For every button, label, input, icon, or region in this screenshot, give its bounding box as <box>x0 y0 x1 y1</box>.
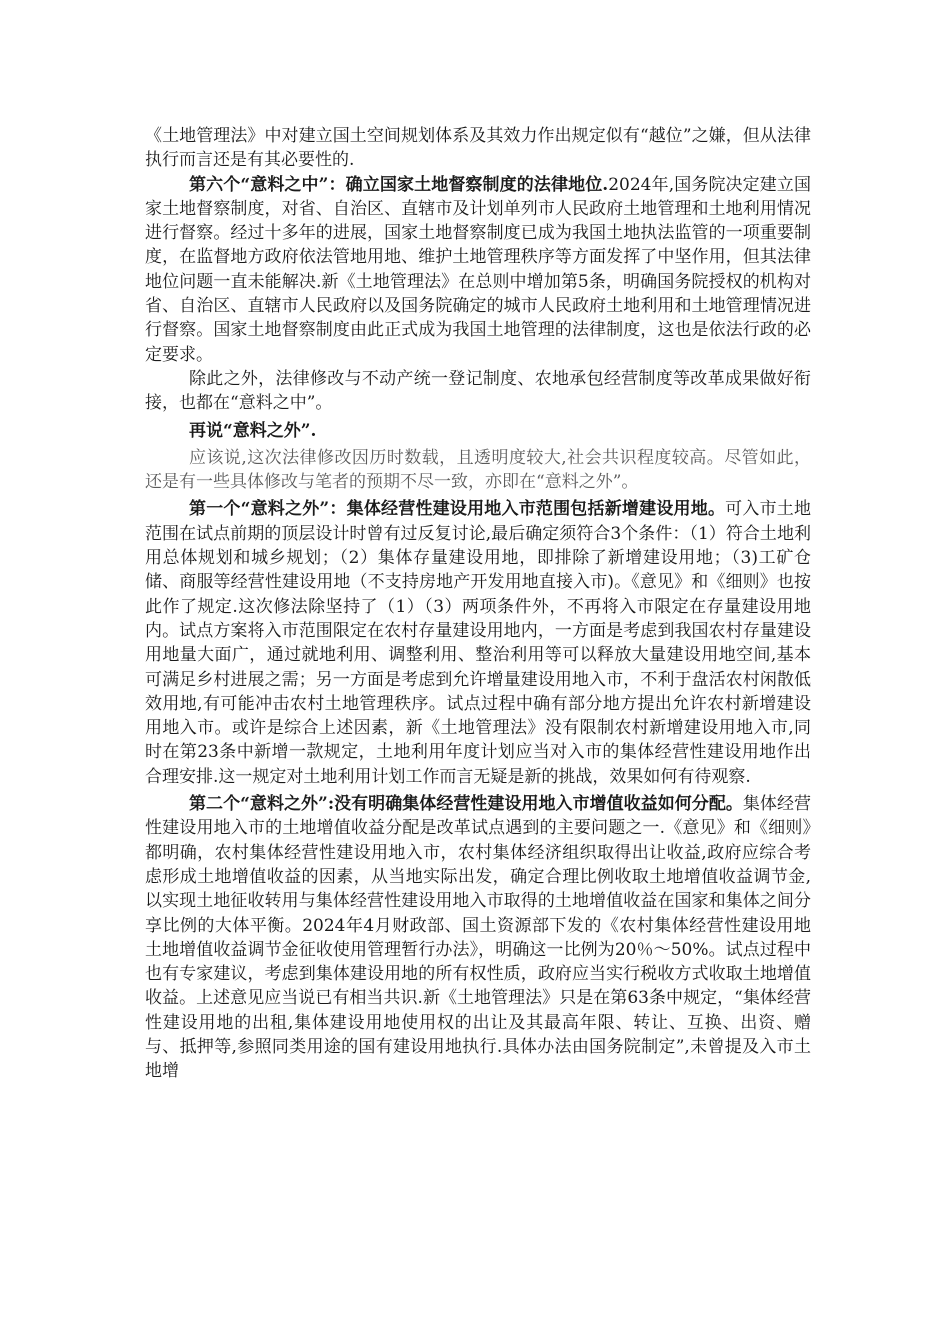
paragraph-text: 除此之外，法律修改与不动产统一登记制度、农地承包经营制度等改革成果做好衔接，也都在“意料之中”。 <box>145 368 811 414</box>
document-body <box>145 124 811 1084</box>
paragraph-should-say <box>145 446 811 495</box>
paragraph-besides <box>145 367 811 416</box>
section-heading-unexpected <box>145 419 811 443</box>
paragraph-text: 可入市土地范围在试点前期的顶层设计时曾有过反复讨论,最后确定须符合3个条件：（1）符合土地利用总体规划和城乡规划；（2）集体存量建设用地，即排除了新增建设用地；（3)工矿仓储、商服等经营性建设用地（不支持房地产开发用地直接入市)。《意见》和《细则》也按此作了规定.这次修法除坚持了（1）（3）两项条件外，不再将入市限定在存量建设用地内。试点方案将入市范围限定在农村存量建设用地内，一方面是考虑到我国农村存量建设用地量大面广，通过就地利用、调整利用、整治利用等可以释放大量建设用地空间,基本可满足乡村进展之需；另一方面是考虑到允许增量建设用地入市，不利于盘活农村闲散低效用地,有可能冲击农村土地管理秩序。试点过程中确有部分地方提出允许农村新增建设用地入市。或许是综合上述因素，新《土地管理法》没有限制农村新增建设用地入市,同时在第23条中新增一款规定，土地利用年度计划应当对入市的集体经营性建设用地作出合理安排.这一规定对土地利用计划工作而言无疑是新的挑战，效果如何有待观察. <box>145 499 811 787</box>
paragraph-text: 集体经营性建设用地入市的土地增值收益分配是改革试点遇到的主要问题之一.《意见》和《细则》都明确，农村集体经营性建设用地入市，农村集体经济组织取得出让收益,政府应综合考虑形成土地增值收益的因素，从当地实际出发，确定合理比例收取土地增值收益调节金,以实现土地征收转用与集体经营性建设用地入市取得的土地增值收益在国家和集体之间分享比例的大体平衡。2024年4月财政部、国土资源部下发的《农村集体经营性建设用地土地增值收益调节金征收使用管理暂行办法》，明确这一比例为20％～50%。试点过程中也有专家建议，考虑到集体建设用地的所有权性质，政府应当实行税收方式收取土地增值收益。上述意见应当说已有相当共识.新《土地管理法》只是在第63条中规定，“集体经营性建设用地的出租,集体建设用地使用权的出让及其最高年限、转让、互换、出资、赠与、抵押等,参照同类用途的国有建设用地执行.具体办法由国务院制定”,未曾提及入市土地增 <box>145 794 811 1082</box>
paragraph-sixth-expected <box>145 173 811 367</box>
paragraph-lead: 第六个“意料之中”：确立国家土地督察制度的法律地位. <box>189 174 609 195</box>
paragraph-intro <box>145 124 811 173</box>
paragraph-lead: 再说“意料之外”. <box>189 420 317 441</box>
paragraph-text: 2024年,国务院决定建立国家土地督察制度，对省、自治区、直辖市及计划单列市人民政府土地管理和土地利用情况进行督察。经过十多年的进展，国家土地督察制度已成为我国土地执法监管的一项重要制度，在监督地方政府依法管地用地、维护土地管理秩序等方面发挥了中坚作用，但其法律地位问题一直未能解决.新《土地管理法》在总则中增加第5条，明确国务院授权的机构对省、自治区、直辖市人民政府以及国务院确定的城市人民政府土地利用和土地管理情况进行督察。国家土地督察制度由此正式成为我国土地管理的法律制度，这也是依法行政的必定要求。 <box>145 174 811 365</box>
paragraph-text: 应该说,这次法律修改因历时数载，且透明度较大,社会共识程度较高。尽管如此，还是有一些具体修改与笔者的预期不尽一致，亦即在“意料之外”。 <box>145 447 811 493</box>
paragraph-second-unexpected <box>145 792 811 1084</box>
paragraph-text: 《土地管理法》中对建立国土空间规划体系及其效力作出规定似有“越位”之嫌，但从法律执行而言还是有其必要性的. <box>145 126 811 171</box>
paragraph-lead: 第一个“意料之外”：集体经营性建设用地入市范围包括新增建设用地。 <box>189 499 726 520</box>
paragraph-first-unexpected <box>145 497 811 789</box>
paragraph-lead: 第二个“意料之外”:没有明确集体经营性建设用地入市增值收益如何分配。 <box>189 794 743 815</box>
